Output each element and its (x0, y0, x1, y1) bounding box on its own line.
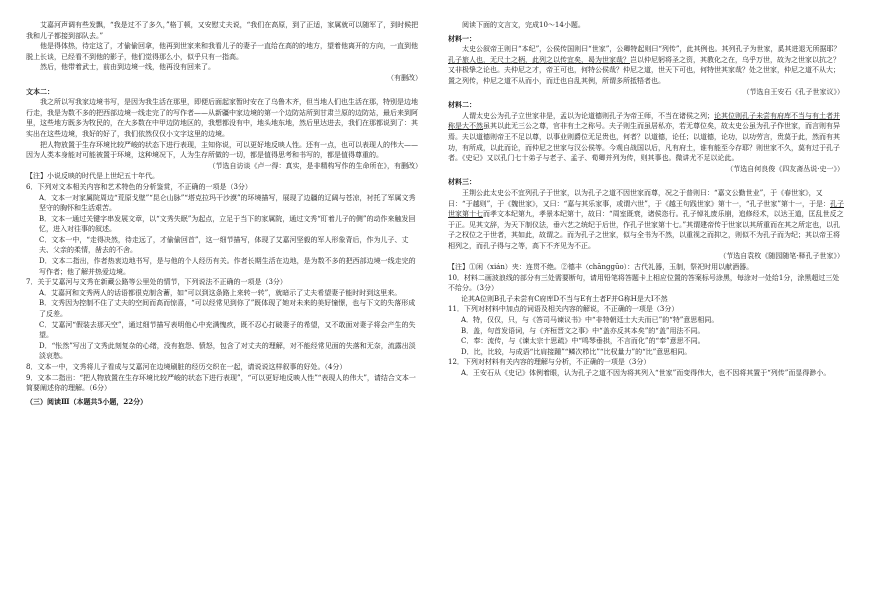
material-2-body (448, 111, 844, 164)
option-11b: B．盖，句首发语词，与《齐桓晋文之事》中“盖亦反其本矣”的“盖”用法不同。 (461, 326, 705, 335)
question-6: 6．下列对文本相关内容和艺术特色的分析鉴赏，不正确的一项是（3分） (26, 182, 252, 191)
question-9: 9．文本二指出：“把人物放置在生存环境比较严峻的状态下进行表现”，“可以更好地反映人性”“表现人的伟大”，请结合文本一简要阐述你的理解。（6分） (26, 373, 416, 393)
material-3-underlined: 孔子世家第十七 (448, 199, 844, 219)
option-7d: D．“怅然”写出了文秀此刻复杂的心绪，没有抱怨、愤怒，包含了对丈夫的理解，对不能经常见面的失落和无奈，流露出淡淡哀愁。 (39, 341, 416, 361)
material-1-title: 材料一： (448, 33, 476, 43)
option-6d: D．文本二指出，作者热衷边地书写，是与他的个人经历有关。作者长期生活在边地，是为数不多的把西部边境一线走完的写作者；他了解并热爱边境。 (39, 257, 416, 276)
material-1-body (448, 44, 844, 86)
story-paragraph: 他是得体热，待定这了，才偷偷回拿，他再到世家来和我看儿子的妻子一直给在高的的地方，望着他离开的方向，一直到他脱上长谈，已经看不到他的影子，他们觉得那么小，似乎只有一指高。 (26, 42, 418, 61)
material-2-underlined: 论其位则孔子未尝有府库不当与有土者并称是大不然 (448, 111, 840, 131)
material-1-credit: （节选自王安石《孔子世家议》） (742, 87, 844, 96)
material-3-text-2: 而孝文本纪第九，孝景本纪第十，故曰：“周室既衰，诸侯恣行。孔子悼礼废乐崩，追修经术，以达王道，匡乱世反之于正。见其文辞，为天下制仪法，垂六艺之统纪于后世，作孔子世家第十七。”其谓建帝传于世家以其所重而在其之所定也，以孔子之权位之于世者，其如此，故谓之。 (448, 210, 844, 240)
option-6c: C．文本一中，“走得决然，待走远了，才偷偷回首”，这一细节描写，体现了艾嘉河坚毅的军人形象背后，作为儿子、丈夫、父亲的柔情，凿去的不舍。 (39, 235, 409, 255)
material-3-text: 王荆公此太史公不宜列孔子于世家，以为孔子之道不因世家而尊，况之于普则曰：“嘉文公勤世业”，于《春世家》，又曰：“于越则”，于《魏世家》，又曰：“嘉与其乐家事，或谓六世”，于《越王句践世家》第十一，“孔子世家”第十一，于是： (448, 188, 830, 208)
material-1-text: 太史公叙帝王则曰“本纪”，公侯传国则曰“世家”，公卿特起则曰“列传”，此其例也。其列孔子为世家，奚其进退无所据耶？ (462, 45, 841, 54)
question-7: 7．关于艾嘉河与文秀在新藏公路等公里处的情节，下列说法不正确的一项是（3分） (26, 278, 287, 287)
story-credit: （有删改） (387, 73, 422, 82)
material-1-underlined: 孔子旅人也，无尺土之柄，此列之以传宜矣，曷为世家哉？ (448, 55, 630, 64)
material-2-title: 材料二： (448, 100, 476, 110)
right-column (448, 20, 844, 607)
story-paragraph: 艾嘉河声调有些发飘，“我是过不了多久，”格丁顿，又安慰丈夫说，“我们在高原，到了正适，家属就可以随军了，到时候把我和儿子都接到部队去。” (26, 21, 419, 40)
option-11a: A．特，仅仅，只，与《答司马谏议书》中“非特朝廷士大夫而已”的“特”意思相同。 (461, 316, 719, 325)
material-2-text-2: 虽其以此无三公之尊，官非有土之称号。夫子则生而虽居私亦，若无尊位矣，故太史公虽为孔子作世家，而言则有异焉。夫以道德则帝王不足以尊，以事业则爵位无足贵也，何者？以道德，论任；以道德，论功，以功劳言，贵莫于此，然而有其功，有所成，以此而论，而仲尼之世家与汉公侯等。今观自战国以后，凡有府土，谁有能至今存耶？则世家不久，莫有过于孔子者。《史记》又以孔门七十弟子与老子、孟子、荀卿并列为传，则其事也。微讲尤不足以论此。 (448, 122, 840, 163)
reading-intro: 阅读下面的文言文，完成10～14小题。 (462, 21, 585, 29)
option-11c: C．奉：流传，与《谏太宗十思疏》中“鸣琴垂拱，不言而化”的“奉”意思不同。 (461, 337, 705, 346)
option-6b: B．文本一通过关键字串发展文章，以“文秀失眠”为起点，立足于当下的家属院，通过文秀“盯着儿子的侧”的动作来触发回忆，进入对往事的叙述。 (39, 214, 416, 234)
option-12a: A．王安石从《史记》体例着眼，认为孔子之道不因为将其列入“世家”而变得伟大，也不因将其置于“列传”而显得渺小。 (461, 369, 831, 377)
left-column (26, 20, 422, 607)
material-2-credit: （节选自何良俊《四友斋丛说·史一》） (726, 164, 844, 173)
option-7b: B．文秀因为控制不住了丈夫的空间而高而惊喜，“可以经常见到你了”既体现了她对未来的美好憧憬，也与下文的失落形成了反差。 (39, 299, 416, 319)
text2-title: 文本二： (26, 86, 54, 96)
material-3-credit: （节选自袁枚《随园随笔·释孔子世家》） (719, 252, 844, 261)
question-10-options: 论其A位则B孔子未尝有C府库D不当与E有土者F并G称H是大I不然 (461, 294, 668, 303)
option-6a: A．文本一对家属院周边“荒原戈壁”“昆仑山脉”“塔克拉玛干沙漠”的环境描写，展现了边疆的辽阔与苍凉，衬托了军属文秀坚守的胸怀和生活艰苦。 (39, 193, 416, 213)
question-10: 10．材料二画波浪线的部分有三处需要断句，请用铅笔将答题卡上相应位置的答案标号涂黑，每涂对一处给1分，涂黑超过三处不给分。（3分） (448, 273, 840, 293)
option-7a: A．艾嘉河和文秀两人的话语都很克制含蓄，如“可以到这条路上来转一转”，就暗示了丈夫希望妻子能时时到这里来。 (39, 288, 402, 297)
note: 【注】小说反映的时代是上世纪五十年代。 (26, 172, 159, 181)
material-1-text-2: 岂以仲尼躬将圣之资，其教化之在，乌乎万世，故为之世家以抗之？又非极挚之论也。夫仲尼之才，帝王可也，何特公侯哉？仲尼之道，世天下可也，何特世其家哉？处之世家，仲尼之道不从大；置之列传，仲尼之道不从而小，而迁也自乱其例，所谓多所抵牾者也。 (448, 55, 840, 85)
question-11: 11．下列对材料中加点的词语及相关内容的解说，不正确的一项是（3分） (448, 305, 679, 314)
text2-paragraph: 我之所以写我家边境书写，是因为我生活在那里，即便后面起家暂时安在了乌鲁木齐，但当地人们也生活在那，特别是边地行走，我是为数不多的把西部边境一线走完了的写作者——从新疆中家边境的第一个边防站所到甘肃兰原的边防站，最后来到阿里，这些地方既多为牧民的，在大多数在中甲边防地区的，我想都没有中，地头地东地，然后里达进去，我们在那都说到了：其实出在这些边境，我好的好了，我们依然仅仅小文字这里的边境。 (26, 98, 418, 138)
question-12: 12．下列对材料有关内容的理解与分析，不正确的一项是（3分） (448, 358, 651, 367)
material-2-text: 人谓太史公为孔子立世家非是，孟以为论道德则孔子为帝王师，不当在诸侯之列； (462, 111, 714, 120)
story-paragraph: 然后，他带着武士，前由到边境一线，他再没有回来了。 (40, 63, 215, 72)
text2-paragraph: 把人物放置于生存环境比较严峻的状态下进行表现，主知你说，可以更好地反映人性。还有一点，也可以表现人的伟大——因为人类本身能对可能被置于环境，这种境况下，人为生存所做的一切，都是值得思考和书写的，都是值得尊重的。 (26, 140, 418, 160)
material-3-title: 材料三： (448, 177, 476, 187)
option-7c: C．艾嘉河“假装去那天空”，通过细节描写表明他心中充满愧疚，既不忍心打破妻子的希望，又不敢面对妻子将会产生的失望。 (39, 320, 416, 340)
material-3-text-3: 而为孔子之世家，似与全书为不然，以重视之而抑之，则似不为孔子而为纪；其以帝王将相列之，而孔子得与之等，高下不齐见为不正。 (448, 231, 840, 250)
question-8: 8．文本一中，文秀将儿子看成与艾嘉河在边境刷脏的经历交织在一起，请说说这样叙事的好处。（4分） (26, 363, 347, 371)
note: 【注】①闲（xián）夹：连贯不绝。②德丰（chānggūo）：古代礼器，玉制，祭祀时用以献酒器。 (448, 263, 754, 272)
option-11d: D．比，比较，与成语“比肩接踵”“鳞次栉比”“比权量力”的“比”意思相同。 (461, 347, 692, 356)
material-3-body (448, 188, 844, 252)
text2-credit: （节选自访谈《卢一得：真实，是非精构写作的生命所在》，有删改） (208, 161, 422, 170)
section-heading: （三）阅读Ⅲ（本题共5小题，22分） (26, 396, 148, 406)
